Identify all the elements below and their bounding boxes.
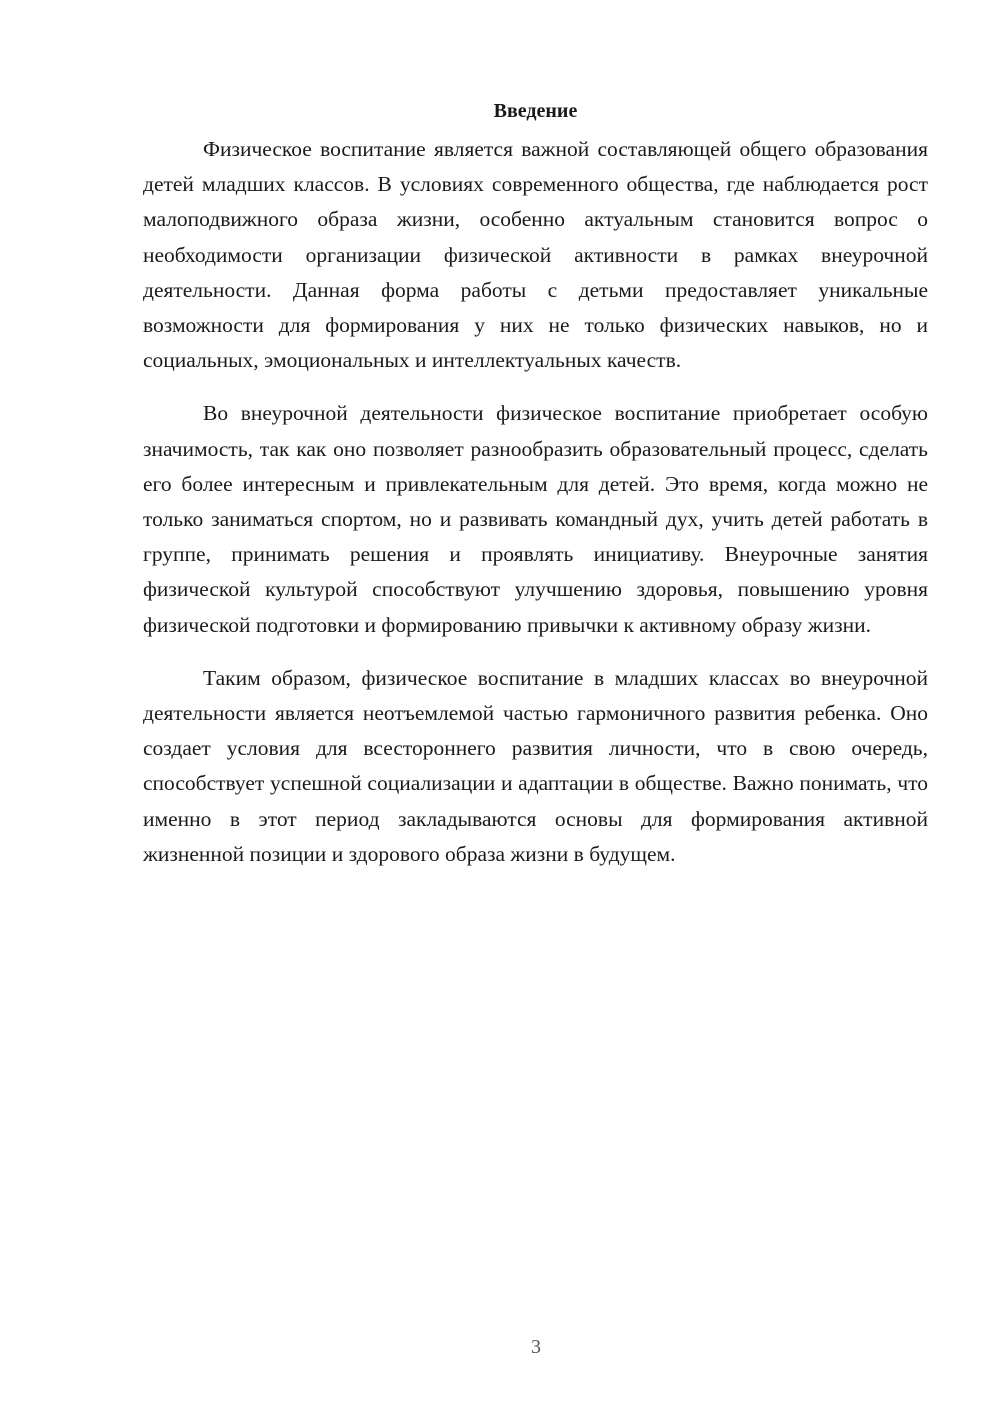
paragraph-2: Во внеурочной деятельности физическое воспитание приобретает особую значимость, так как оно позволяет разнообразить образовательный процесс, сделать его более интересным и привлекательным для детей. Это время, когда можно не только заниматься спортом, но и развивать командный дух, учить детей работать в группе, принимать решения и проявлять инициативу. Внеурочные занятия физической культурой способствуют улучшению здоровья, повышению уровня физической подготовки и формированию привычки к активному образу жизни. <box>143 401 928 637</box>
paragraph-1: Физическое воспитание является важной составляющей общего образования детей младших классов. В условиях современного общества, где наблюдается рост малоподвижного образа жизни, особенно актуальным становится вопрос о необходимости организации физической активности в рамках внеурочной деятельности. Данная форма работы с детьми предоставляет уникальные возможности для формирования у них не только физических навыков, но и социальных, эмоциональных и интеллектуальных качеств. <box>143 137 928 373</box>
page-number: 3 <box>531 1336 541 1358</box>
page-heading: Введение <box>493 100 578 122</box>
paragraph-3: Таким образом, физическое воспитание в младших классах во внеурочной деятельности является неотъемлемой частью гармоничного развития ребенка. Оно создает условия для всестороннего развития личности, что в свою очередь, способствует успешной социализации и адаптации в обществе. Важно понимать, что именно в этот период закладываются основы для формирования активной жизненной позиции и здорового образа жизни в будущем. <box>143 665 928 866</box>
page-content <box>143 96 928 890</box>
